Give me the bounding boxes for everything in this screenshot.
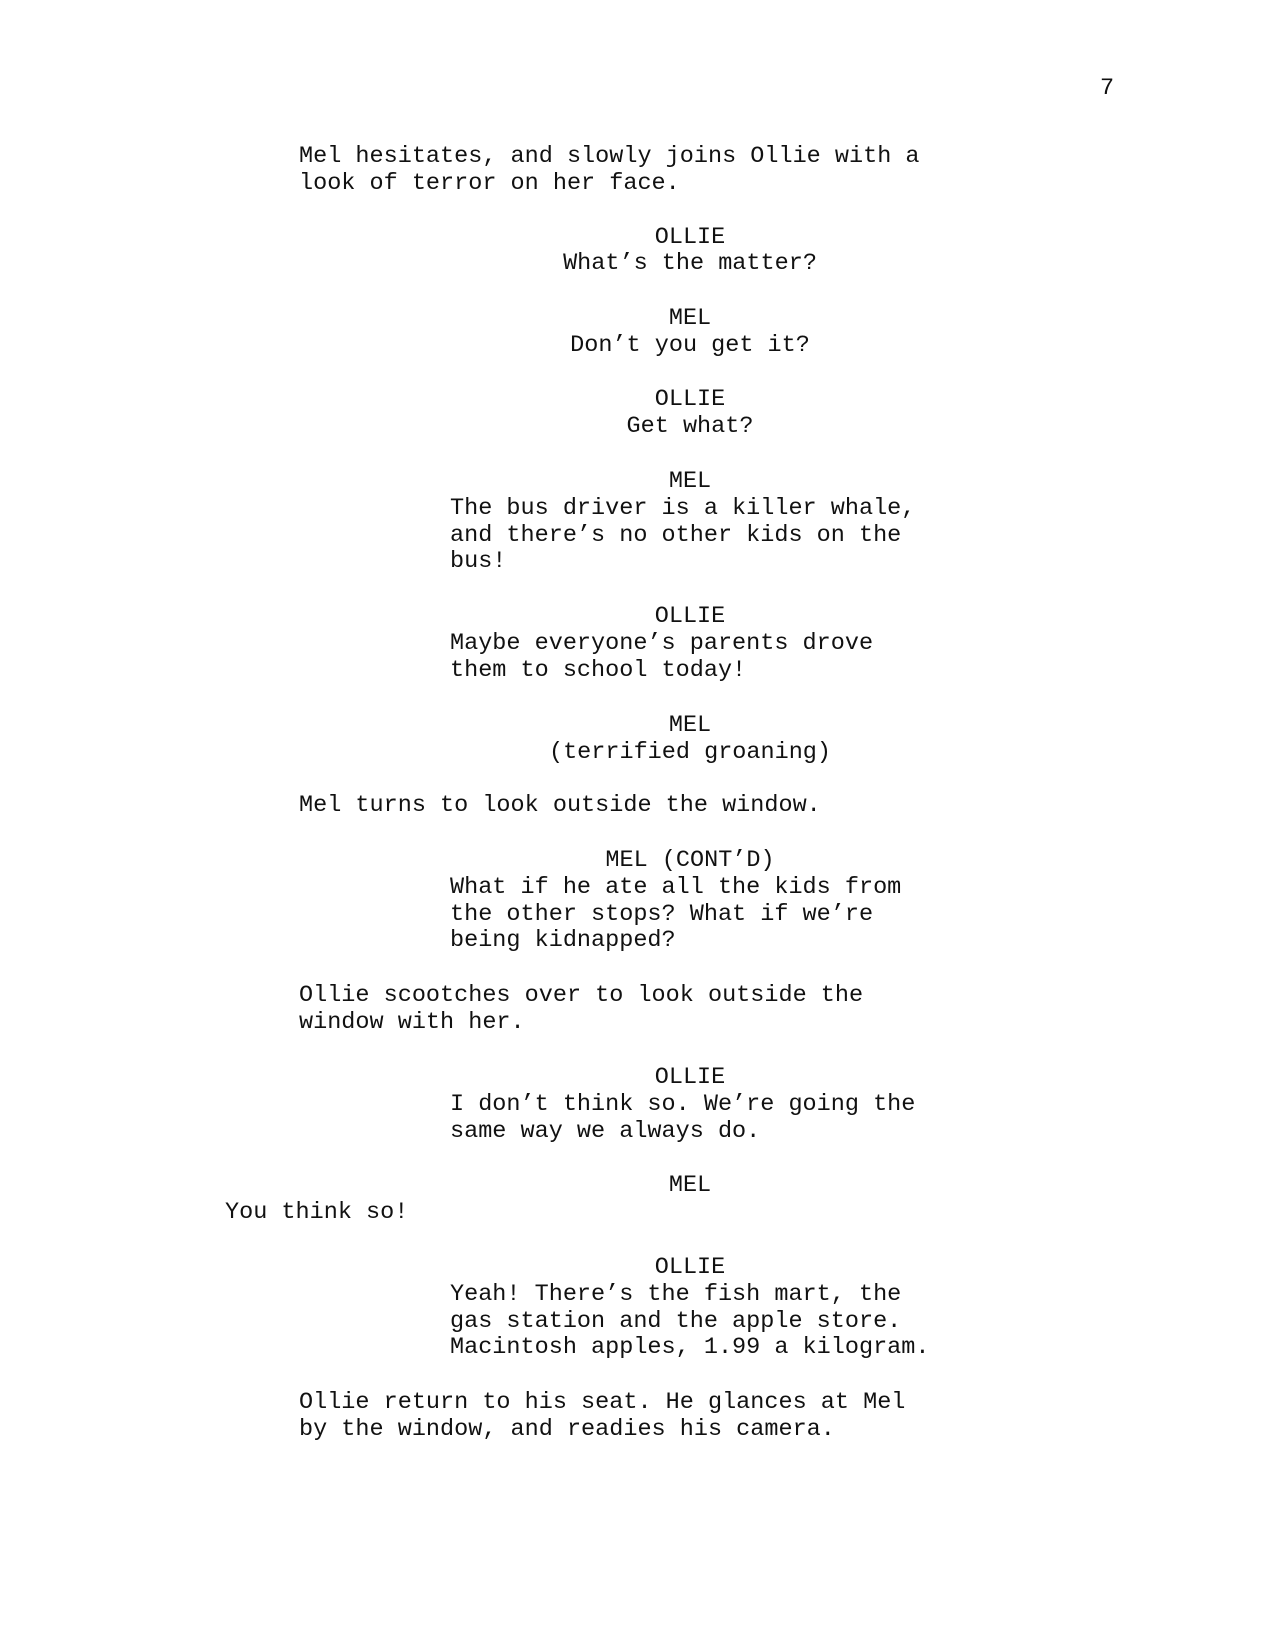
- character-name: MEL: [668, 305, 712, 332]
- parenthetical-line: (terrified groaning): [548, 739, 832, 766]
- character-name: MEL (CONT’D): [605, 847, 775, 874]
- dialogue-line: What’s the matter?: [563, 250, 817, 277]
- character-name: OLLIE: [654, 603, 726, 630]
- character-name: MEL: [668, 468, 712, 495]
- dialogue-line: The bus driver is a killer whale, and there’s no other kids on the bus!: [450, 495, 916, 575]
- character-name: MEL: [668, 712, 712, 739]
- character-name: MEL: [668, 1172, 712, 1199]
- action-line: Ollie return to his seat. He glances at Mel by the window, and readies his camera.: [299, 1389, 906, 1443]
- character-name: OLLIE: [654, 386, 726, 413]
- dialogue-line: Don’t you get it?: [570, 332, 810, 359]
- action-line: Mel turns to look outside the window.: [299, 792, 821, 819]
- character-name: OLLIE: [654, 1254, 726, 1281]
- action-line: Mel hesitates, and slowly joins Ollie with a look of terror on her face.: [299, 143, 920, 197]
- dialogue-line: Get what?: [626, 413, 754, 440]
- page-number: 7: [1100, 75, 1115, 102]
- dialogue-line: What if he ate all the kids from the other stops? What if we’re being kidnapped?: [450, 874, 902, 954]
- character-name: OLLIE: [654, 224, 726, 251]
- character-name: OLLIE: [654, 1064, 726, 1091]
- dialogue-line: Yeah! There’s the fish mart, the gas station and the apple store. Macintosh apples, 1.99 a kilogram.: [450, 1281, 930, 1361]
- dialogue-line: You think so!: [225, 1199, 409, 1226]
- dialogue-line: Maybe everyone’s parents drove them to school today!: [450, 630, 874, 684]
- dialogue-line: I don’t think so. We’re going the same way we always do.: [450, 1091, 916, 1145]
- action-line: Ollie scootches over to look outside the window with her.: [299, 982, 864, 1036]
